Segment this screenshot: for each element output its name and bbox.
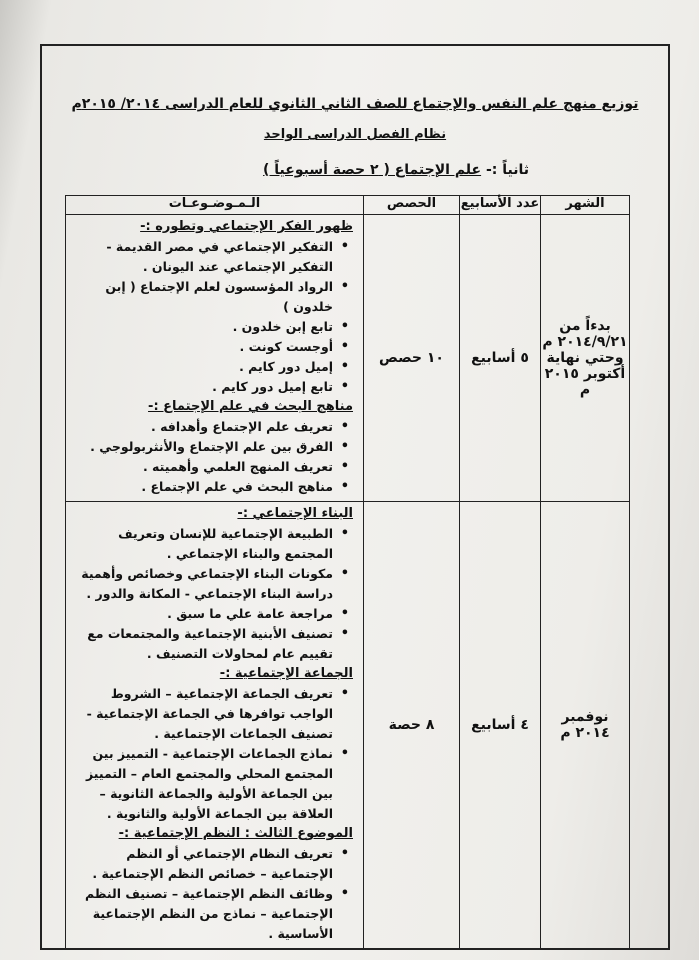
topic-heading: الموضوع الثالث : النظم الإجتماعية :-: [118, 826, 353, 841]
table-row: [66, 215, 630, 502]
topic-heading: ظهور الفكر الإجتماعي وتطوره :-: [140, 219, 353, 234]
list-item: • مكونات البناء الإجتماعي وخصائص وأهمية دراسة البناء الإجتماعي - المكانة والدور .: [72, 564, 335, 604]
topic-heading: الجماعة الإجتماعية :-: [219, 666, 353, 681]
section-title: [263, 162, 529, 178]
list-item: • تعريف المنهج العلمي وأهميته .: [72, 457, 335, 477]
list-item: • الرواد المؤسسون لعلم الإجتماع ( إبن خلدون ): [72, 277, 335, 317]
month-cell: نوفمبر ٢٠١٤ م: [541, 502, 630, 949]
periods-cell: ١٠ حصص: [364, 215, 460, 502]
header-month: الشهر: [541, 196, 630, 215]
list-item: • تعريف الجماعة الإجتماعية – الشروط الواجب توافرها في الجماعة الإجتماعية - تصنيف الجماعات الإجتماعية .: [72, 684, 335, 744]
topic-list: [72, 417, 353, 497]
topic-list: [72, 524, 353, 664]
list-item: • الطبيعة الإجتماعية للإنسان وتعريف المجتمع والبناء الإجتماعي .: [72, 524, 335, 564]
section-label: علم الإجتماع ( ٢ حصة أسبوعياً ): [263, 162, 482, 178]
table-row: [66, 502, 630, 949]
list-item: • الفرق بين علم الإجتماع والأنثربولوجي .: [72, 437, 335, 457]
topic-list: [72, 237, 353, 397]
list-item: • نماذج الجماعات الإجتماعية - التمييز بين المجتمع المحلي والمجتمع العام – التمييز بين الجماعة الأولية والجماعة الثانوية – العلاقة بين الجماعة الأولية والثانوية .: [72, 744, 335, 824]
header-weeks: عدد الأسابيع: [460, 196, 541, 215]
topic-heading: البناء الإجتماعي :-: [237, 506, 353, 521]
topic-list: [72, 684, 353, 824]
list-item: • تابع إميل دور كايم .: [72, 377, 335, 397]
list-item: • إميل دور كايم .: [72, 357, 335, 377]
month-cell: بدءاً من ٢٠١٤/٩/٢١ م وحتي نهاية أكتوبر ٢٠١٥ م: [541, 215, 630, 502]
table-header-row: [66, 196, 630, 215]
system-subtitle: نظام الفصل الدراسى الواحد: [263, 127, 447, 142]
topics-cell: [66, 215, 364, 502]
weeks-cell: ٤ أسابيع: [460, 502, 541, 949]
header-periods: الحصص: [364, 196, 460, 215]
weeks-cell: ٥ أسابيع: [460, 215, 541, 502]
topic-list: [72, 844, 353, 944]
periods-cell: ٨ حصة: [364, 502, 460, 949]
curriculum-table: [65, 195, 630, 949]
list-item: • تعريف علم الإجتماع وأهدافه .: [72, 417, 335, 437]
list-item: • وظائف النظم الإجتماعية – تصنيف النظم الإجتماعية – نماذج من النظم الإجتماعية الأساسية .: [72, 884, 335, 944]
list-item: • التفكير الإجتماعي في مصر القديمة - التفكير الإجتماعي عند اليونان .: [72, 237, 335, 277]
document-title: توزيع منهج علم النفس والإجتماع للصف الثاني الثانوي للعام الدراسى ٢٠١٤/ ٢٠١٥م: [71, 96, 639, 112]
list-item: • مراجعة عامة علي ما سبق .: [72, 604, 335, 624]
header-topics: الـمـوضـوعـات: [66, 196, 364, 215]
list-item: • مناهج البحث في علم الإجتماع .: [72, 477, 335, 497]
list-item: • أوجست كونت .: [72, 337, 335, 357]
section-prefix: ثانياً :-: [481, 162, 529, 178]
list-item: • تابع إبن خلدون .: [72, 317, 335, 337]
topic-heading: مناهج البحث في علم الإجتماع :-: [148, 399, 353, 414]
topics-cell: [66, 502, 364, 949]
list-item: • تصنيف الأبنية الإجتماعية والمجتمعات مع تقييم عام لمحاولات التصنيف .: [72, 624, 335, 664]
list-item: • تعريف النظام الإجتماعي أو النظم الإجتماعية – خصائص النظم الإجتماعية .: [72, 844, 335, 884]
